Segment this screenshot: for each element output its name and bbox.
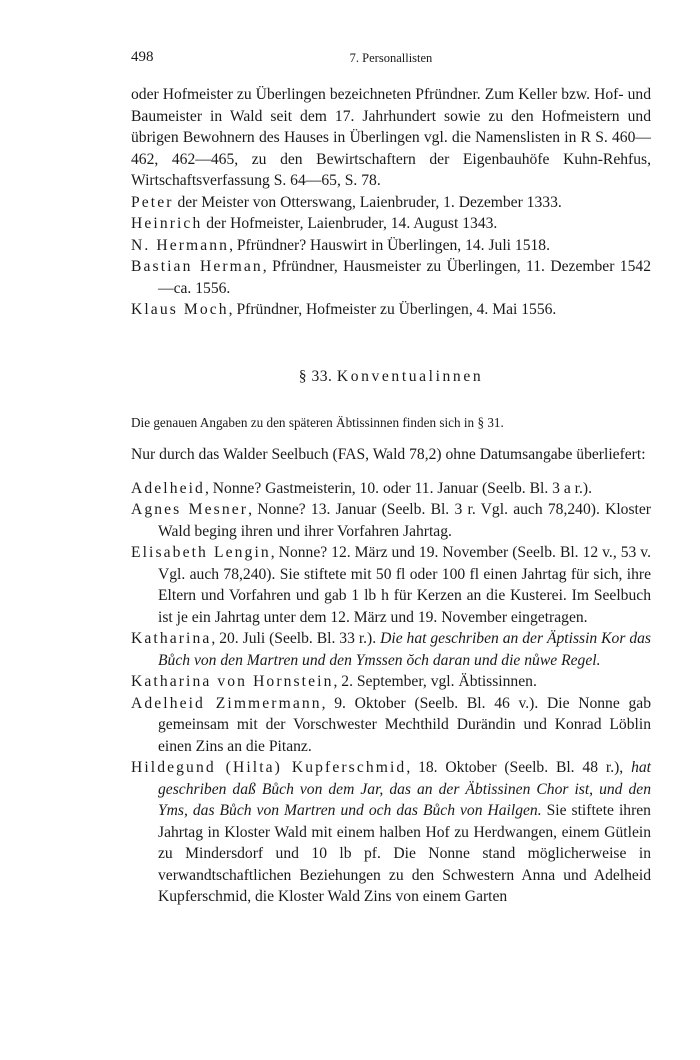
- nun-quote: hat geschriben daß Bůch von dem Jar, das an der Äbtissinen Chor ist, und den Yms, das Bůch von Martren und och das Bůch von Hailgen.: [158, 759, 651, 819]
- official-text: , Pfründner? Hauswirt in Überlingen, 14. Juli 1518.: [229, 236, 550, 254]
- nuns-list: [131, 444, 651, 908]
- nun-entry: [131, 478, 651, 500]
- nun-name: Adelheid Zimmermann: [131, 694, 322, 712]
- nun-entry: [131, 757, 651, 908]
- official-name: Peter: [131, 193, 174, 211]
- nun-name: Katharina: [131, 630, 212, 647]
- nun-name: Elisabeth Lengin: [131, 544, 271, 561]
- official-entry: [131, 299, 651, 321]
- nun-text-continued: Sie stiftete ihren Jahrtag in Kloster Wald mit einem halben Hof zu Herdwangen, einem Gütlein zu Mindersdorf und 10 lb pf. Die Nonne stand möglicherweise in verwandtschaftlichen Beziehungen zu den Schwestern Anna und Adelheid Kupferschmid, die Kloster Wald Zins von einem Garten: [158, 802, 651, 905]
- nun-entry: [131, 499, 651, 542]
- official-text: der Hofmeister, Laienbruder, 14. August 1343.: [202, 215, 498, 232]
- section-title: Konventualinnen: [336, 368, 484, 385]
- nun-name: Katharina von Hornstein: [131, 673, 334, 690]
- official-text: , Pfründner, Hausmeister zu Überlingen, 11. Dezember 1542—ca. 1556.: [158, 258, 651, 297]
- section-note: Die genauen Angaben zu den späteren Äbtissinnen finden sich in § 31.: [131, 415, 504, 430]
- nun-entry: [131, 628, 651, 671]
- official-name: Heinrich: [131, 215, 203, 232]
- official-text: , Pfründner, Hofmeister zu Überlingen, 4. Mai 1556.: [228, 301, 557, 318]
- nun-text: , Nonne? 12. März und 19. November (Seelb. Bl. 12 v., 53 v. Vgl. auch 78,240). Sie stiftete mit 50 fl oder 100 fl einen Jahrtag für sich, ihre Eltern und Vorfahren und gab 1 lb h für Kerzen an die Kusterei. Im Seelbuch ist je ein Jahrtag unter dem 12. März und 19. November eingetragen.: [158, 544, 651, 626]
- official-entry: [131, 256, 651, 299]
- nun-entry: [131, 671, 651, 693]
- nun-text: , Nonne? 13. Januar (Seelb. Bl. 3 r. Vgl. auch 78,240). Kloster Wald beging ihren und ihrer Vorfahren Jahrtag.: [158, 501, 651, 540]
- nun-name: Agnes Mesner: [131, 501, 249, 518]
- nun-entry: [131, 542, 651, 628]
- official-name: N. Hermann: [131, 236, 230, 254]
- official-name: Klaus Moch: [131, 301, 229, 318]
- intro-and-officials: [131, 84, 651, 321]
- official-name: Bastian Herman: [131, 258, 263, 275]
- official-entry: [131, 192, 651, 214]
- official-text: der Meister von Otterswang, Laienbruder, 1. Dezember 1333.: [173, 193, 562, 211]
- page-header: [131, 49, 651, 69]
- official-entry: [131, 235, 651, 257]
- section-heading: [131, 368, 651, 386]
- running-head: 7. Personallisten: [349, 51, 433, 65]
- nun-text: , 18. Oktober (Seelb. Bl. 48 r.),: [406, 759, 632, 776]
- nun-text: , 2. September, vgl. Äbtissinnen.: [333, 673, 537, 690]
- nun-text: , 20. Juli (Seelb. Bl. 33 r.).: [211, 630, 381, 647]
- nun-name: Adelheid: [131, 479, 205, 497]
- nun-quote: Die hat geschriben an der Äptissin Kor das Bůch von den Martren und den Ymssen ŏch daran und die nůwe Regel.: [158, 630, 652, 669]
- page-number: 498: [131, 49, 154, 65]
- section-number: § 33.: [298, 368, 333, 385]
- seelbuch-intro: Nur durch das Walder Seelbuch (FAS, Wald 78,2) ohne Datumsangabe überliefert:: [131, 446, 646, 463]
- nun-text: , Nonne? Gastmeisterin, 10. oder 11. Januar (Seelb. Bl. 3 a r.).: [204, 479, 592, 497]
- official-entry: [131, 213, 651, 235]
- nun-text: , 9. Oktober (Seelb. Bl. 46 v.). Die Nonne gab gemeinsam mit der Vorschwester Mechthild Durändin und Konrad Löblin einen Zins an die Pitanz.: [158, 694, 651, 755]
- nun-name: Hildegund (Hilta) Kupferschmid: [131, 759, 407, 776]
- intro-paragraph: oder Hofmeister zu Überlingen bezeichneten Pfründner. Zum Keller bzw. Hof- und Baumeister in Wald seit dem 17. Jahrhundert sowie zu den Hofmeistern und übrigen Bewohnern des Hauses in Überlingen vgl. die Namenslisten in R S. 460—462, 462—465, zu den Bewirtschaftern der Eigenbauhöfe Kuhn-Rehfus, Wirtschaftsverfassung S. 64—65, S. 78.: [131, 86, 651, 189]
- nun-entry: [131, 693, 651, 758]
